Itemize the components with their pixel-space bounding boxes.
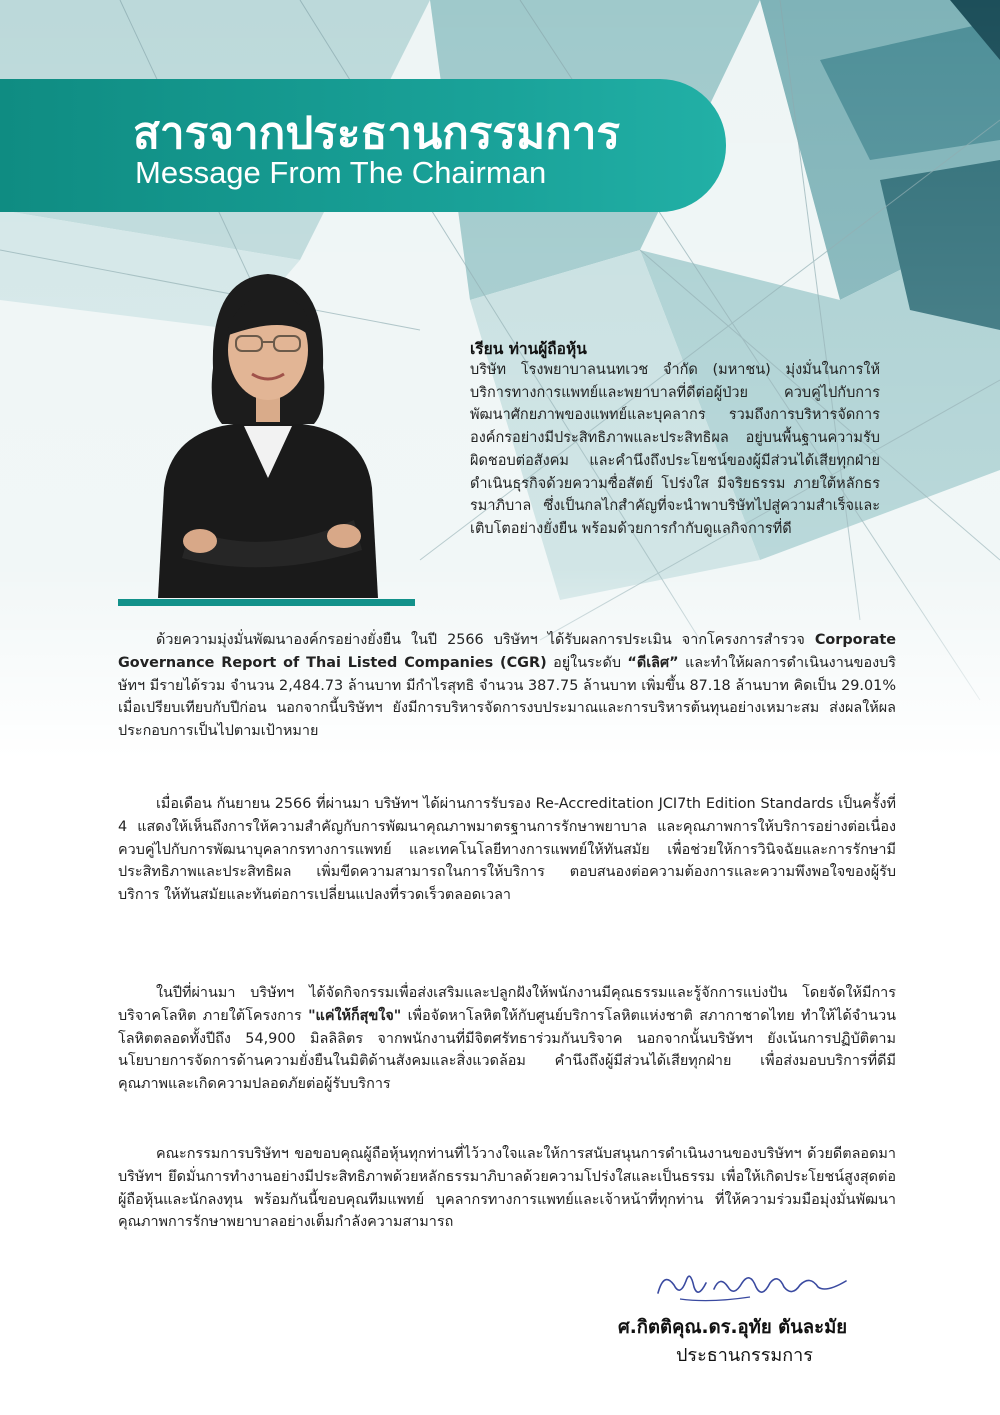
paragraph-2-text: เมื่อเดือน กันยายน 2566 ที่ผ่านมา บริษัทฯ ได้ผ่านการรับรอง Re-Accreditation JCI7th Edition Standards เป็นครั้งที่ 4 แสดงให้เห็นถึงการให้ความสำคัญกับการพัฒนาคุณภาพมาตรฐานการรักษาพยาบาล และคุณภาพการให้บริการอย่างต่อเนื่อง ควบคู่ไปกับการพัฒนาบุคลากรทางการแพทย์ และเทคโนโลยีทางการแพทย์ให้ทันสมัย เพื่อช่วยให้การวินิจฉัยและการรักษามีประสิทธิภาพและประสิทธิผล เพิ่มขีดความสามารถในการให้บริการ ตอบสนองต่อความต้องการและความพึงพอใจของผู้รับบริการ ให้ทันสมัยและทันต่อการเปลี่ยนแปลงที่รวดเร็วตลอดเวลา [118,796,896,904]
page-title-thai: สารจากประธานกรรมการ [133,108,621,159]
chairman-name: ศ.กิตติคุณ.ดร.อุทัย ตันละมัย [618,1317,848,1338]
cgr-rating: “ดีเลิศ” [627,654,679,671]
intro-paragraph: บริษัท โรงพยาบาลนนทเวช จำกัด (มหาชน) มุ่งมั่นในการให้บริการทางการแพทย์และพยาบาลที่ดีต่อผู้ป่วย ควบคู่ไปกับการพัฒนาศักยภาพของแพทย์และบุคลากร รวมถึงการบริหารจัดการองค์กรอย่างมีประสิทธิภาพและประสิทธิผล อยู่บนพื้นฐานความรับผิดชอบต่อสังคม และคำนึงถึงประโยชน์ของผู้มีส่วนได้เสียทุกฝ่าย ดำเนินธุรกิจด้วยความซื่อสัตย์ โปร่งใส มีจริยธรรม ภายใต้หลักธรรมาภิบาล ซึ่งเป็นกลไกสำคัญที่จะนำพาบริษัทไปสู่ความสำเร็จและเติบโตอย่างยั่งยืน พร้อมด้วยการกำกับดูแลกิจการที่ดี [470,362,880,537]
paragraph-4-text: คณะกรรมการบริษัทฯ ขอขอบคุณผู้ถือหุ้นทุกท่านที่ไว้วางใจและให้การสนับสนุนการดำเนินงานของบริษัทฯ ด้วยดีตลอดมา บริษัทฯ ยึดมั่นการทำงานอย่างมีประสิทธิภาพด้วยหลักธรรมาภิบาลด้วยความโปร่งใสและเป็นธรรม เพื่อให้เกิดประโยชน์สูงสุดต่อผู้ถือหุ้นและนักลงทุน พร้อมกันนี้ขอบคุณทีมแพทย์ บุคลากรทางการแพทย์และเจ้าหน้าที่ทุกท่าน ที่ให้ความร่วมมือมุ่งมั่นพัฒนาคุณภาพการรักษาพยาบาลอย่างเต็มกำลังความสามารถ [118,1146,896,1231]
page-title-english: Message From The Chairman [135,155,547,190]
paragraph-1-text-b: อยู่ในระดับ [546,654,628,671]
paragraph-4 [118,1143,896,1234]
paragraph-1-text-a: ด้วยความมุ่งมั่นพัฒนาองค์กรอย่างยั่งยืน ในปี 2566 บริษัทฯ ได้รับผลการประเมิน จากโครงการสำรวจ [156,632,815,648]
photo-accent-bar [118,599,415,606]
paragraph-2 [118,793,896,907]
project-name: "แค่ให้ก็สุขใจ" [308,1007,402,1024]
greeting-heading: เรียน ท่านผู้ถือหุ้น [470,340,587,358]
chairman-position: ประธานกรรมการ [676,1345,813,1366]
paragraph-1-text-c: และทำให้ผลการดำเนินงานของบริษัทฯ มีรายได้รวม จำนวน 2,484.73 ล้านบาท มีกำไรสุทธิ จำนวน 387.75 ล้านบาท เพิ่มขึ้น 87.18 ล้านบาท คิดเป็น 29.01% เมื่อเปรียบเทียบกับปีก่อน นอกจากนี้บริษัทฯ ยังมีการบริหารจัดการงบประมาณและการบริหารต้นทุนอย่างเหมาะสม ส่งผลให้ผลประกอบการเป็นไปตามเป้าหมาย [118,654,896,740]
paragraph-3-text-a: ในปีที่ผ่านมา บริษัทฯ ได้จัดกิจกรรมเพื่อส่งเสริมและปลูกฝังให้พนักงานมีคุณธรรมและรู้จักการแบ่งปัน โดยจัดให้มีการบริจาคโลหิต ภายใต้โครงการ [118,985,896,1024]
handwritten-signature [650,1263,860,1305]
paragraph-1 [118,629,896,743]
paragraph-3-text-b: เพื่อจัดหาโลหิตให้กับศูนย์บริการโลหิตแห่งชาติ สภากาชาดไทย ทำให้ได้จำนวนโลหิตตลอดทั้งปีถึง 54,900 มิลลิลิตร จากพนักงานที่มีจิตศรัทธาร่วมกันบริจาค นอกจากนั้นบริษัทฯ ยังเน้นการปฏิบัติตามนโยบายการจัดการด้านความยั่งยืนในมิติด้านสังคมและสิ่งแวดล้อม คำนึงถึงผู้มีส่วนได้เสียทุกฝ่าย เพื่อส่งมอบบริการที่ดีมีคุณภาพและเกิดความปลอดภัยต่อผู้รับบริการ [118,1007,896,1093]
chairman-photo [118,258,418,598]
paragraph-3 [118,982,896,1096]
cgr-title: Corporate Governance Report of Thai Listed Companies (CGR) [118,632,896,671]
